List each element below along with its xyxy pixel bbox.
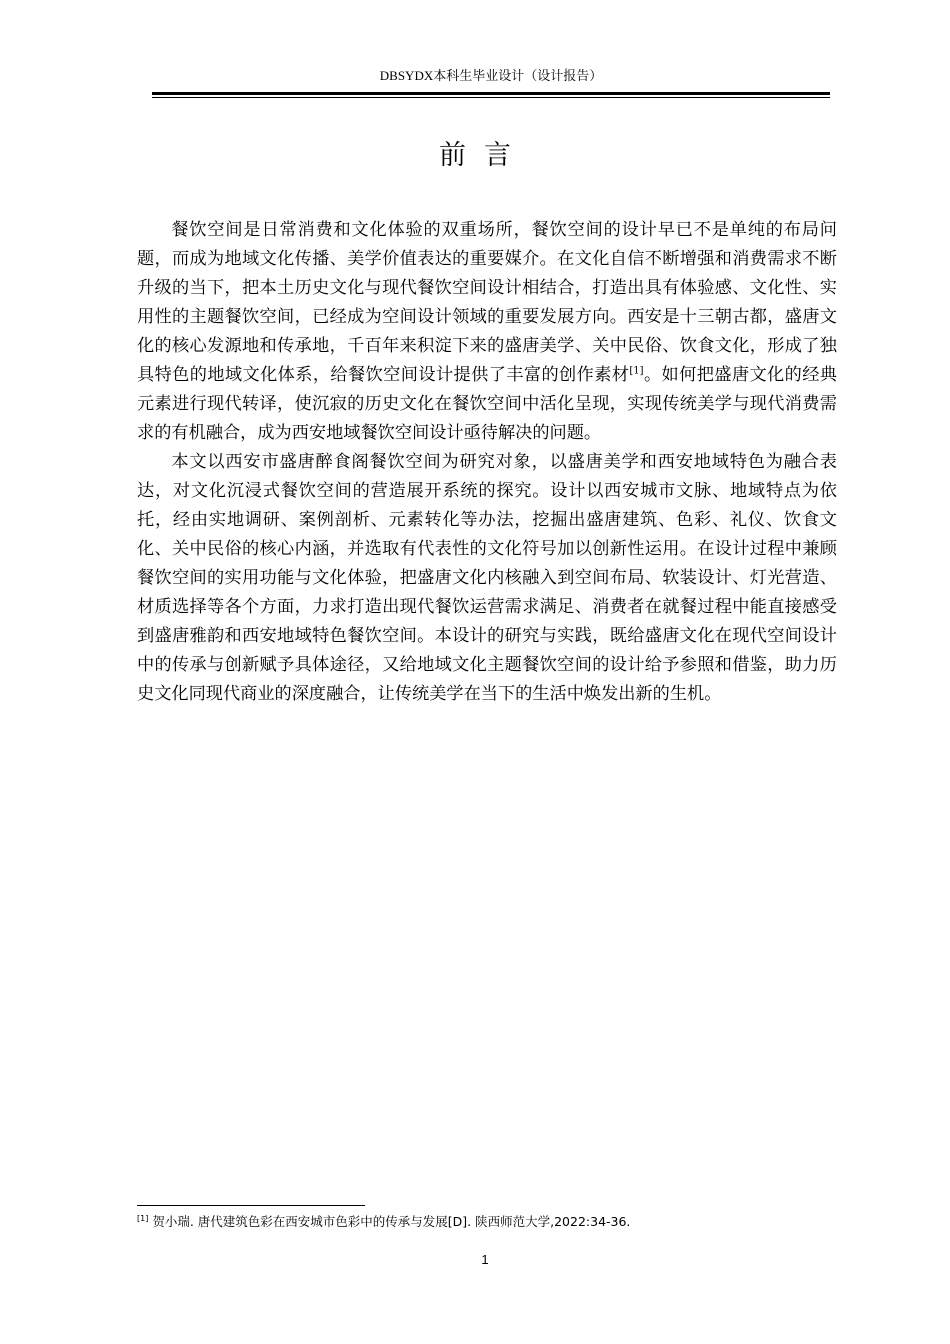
header-rule-thin <box>152 97 830 98</box>
footnote-text: 贺小瑞. 唐代建筑色彩在西安城市色彩中的传承与发展[D]. 陕西师范大学,2022:34-36. <box>152 1214 631 1229</box>
paragraph-1-text-b: 。如何把盛唐文化的经典元素进行现代转译，使沉寂的历史文化在餐饮空间中活化呈现，实现传统美学与现代消费需求的有机融合，成为西安地域餐饮空间设计亟待解决的问题。 <box>137 365 837 443</box>
footnote <box>137 1213 837 1231</box>
paragraph-1-text-a: 餐饮空间是日常消费和文化体验的双重场所，餐饮空间的设计早已不是单纯的布局问题，而成为地域文化传播、美学价值表达的重要媒介。在文化自信不断增强和消费需求不断升级的当下，把本土历史文化与现代餐饮空间设计相结合，打造出具有体验感、文化性、实用性的主题餐饮空间，已经成为空间设计领域的重要发展方向。西安是十三朝古都，盛唐文化的核心发源地和传承地，千百年来积淀下来的盛唐美学、关中民俗、饮食文化，形成了独具特色的地域文化体系，给餐饮空间设计提供了丰富的创作素材 <box>137 220 837 385</box>
paragraph-2: 本文以西安市盛唐醉食阁餐饮空间为研究对象，以盛唐美学和西安地域特色为融合表达，对文化沉浸式餐饮空间的营造展开系统的探究。设计以西安城市文脉、地域特点为依托，经由实地调研、案例剖析、元素转化等办法，挖掘出盛唐建筑、色彩、礼仪、饮食文化、关中民俗的核心内涵，并选取有代表性的文化符号加以创新性运用。在设计过程中兼顾餐饮空间的实用功能与文化体验，把盛唐文化内核融入到空间布局、软装设计、灯光营造、材质选择等各个方面，力求打造出现代餐饮运营需求满足、消费者在就餐过程中能直接感受到盛唐雅韵和西安地域特色餐饮空间。本设计的研究与实践，既给盛唐文化在现代空间设计中的传承与创新赋予具体途径，又给地域文化主题餐饮空间的设计给予参照和借鉴，助力历史文化同现代商业的深度融合，让传统美学在当下的生活中焕发出新的生机。 <box>137 452 837 704</box>
page-title: 前言 <box>439 140 529 171</box>
paragraph-1 <box>137 216 837 448</box>
header-rule-thick <box>152 92 830 95</box>
body-text <box>137 216 837 709</box>
footnote-separator <box>137 1205 365 1206</box>
page-number: 1 <box>481 1252 489 1267</box>
footnote-marker: [1] <box>137 1213 149 1223</box>
citation-marker[interactable]: [1] <box>629 365 644 377</box>
running-header: DBSYDX本科生毕业设计（设计报告） <box>379 68 603 83</box>
